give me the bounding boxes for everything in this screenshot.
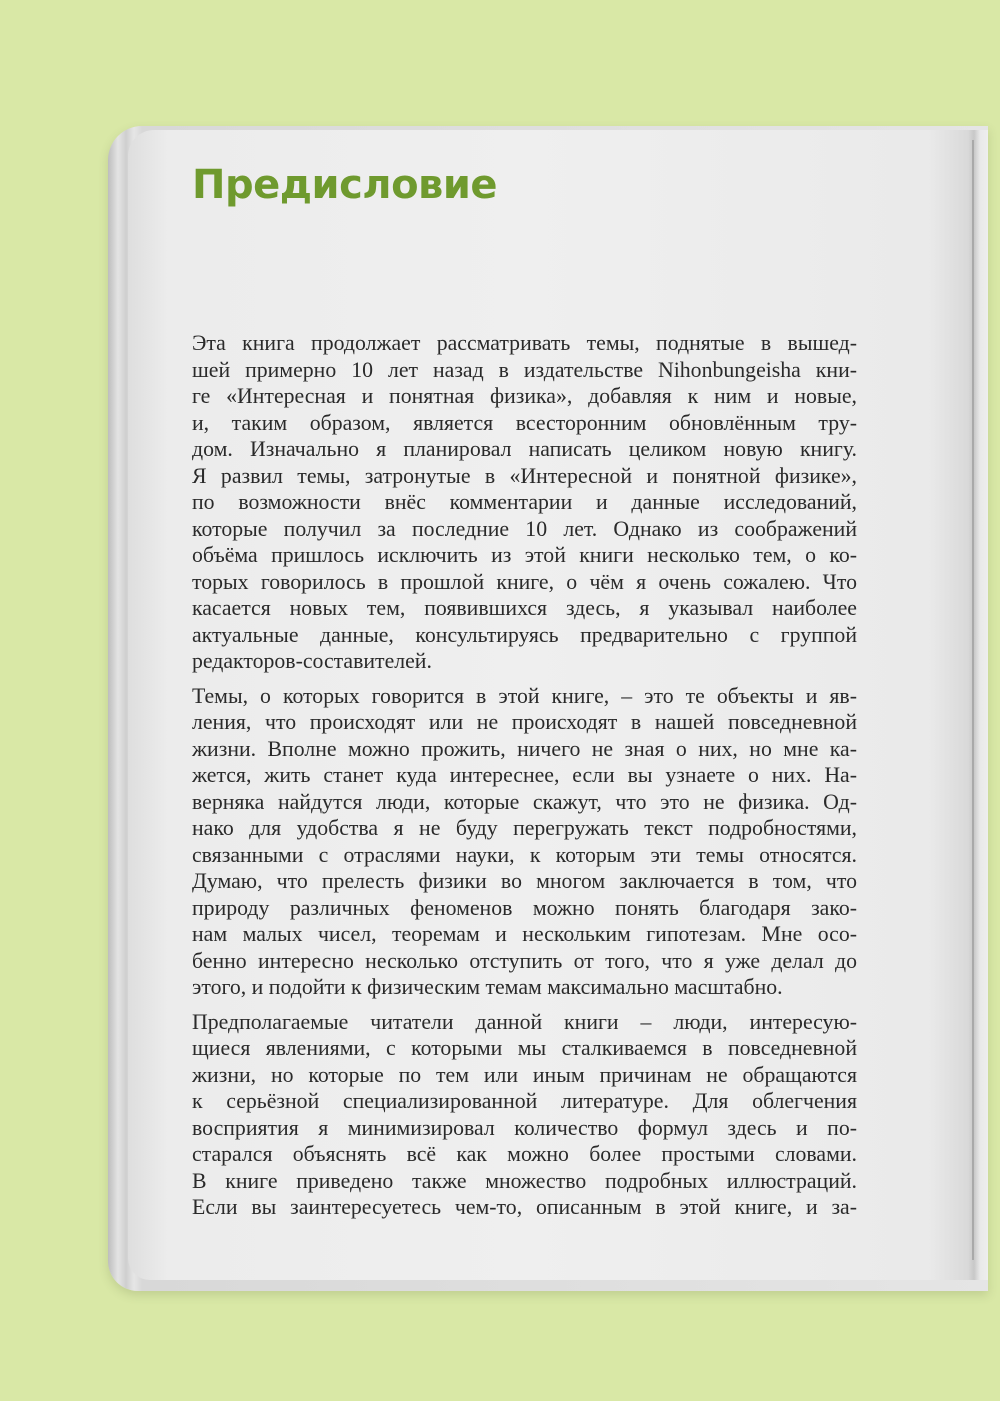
text-line: Думаю, что прелесть физики во многом заключается в том, что [192, 869, 857, 893]
text-line: которые получил за последние 10 лет. Однако из соображений [192, 516, 857, 541]
text-line: дом. Изначально я планировал написать целиком новую книгу. [192, 437, 857, 461]
text-line: торых говорилось в прошлой книге, о чём я очень сожалею. Что [192, 569, 857, 594]
text-line: ге «Интересная и понятная физика», добавляя к ним и новые, [192, 384, 857, 408]
text-line: бенно интересно несколько отступить от того, что я уже делал до [192, 948, 857, 973]
text-line: Темы, о которых говорится в этой книге, – это те объекты и яв- [192, 683, 857, 708]
text-line: жется, жить станет куда интереснее, если вы узнаете о них. На- [192, 763, 857, 787]
text-line: В книге приведено также множество подробных иллюстраций. [192, 1168, 857, 1193]
text-line: природу различных феноменов можно понять благодаря зако- [192, 895, 857, 920]
paragraph-3 [192, 1009, 857, 1221]
text-line: этого, и подойти к физическим темам максимально масштабно. [192, 975, 783, 999]
text-line: щиеся явлениями, с которыми мы сталкиваемся в повседневной [192, 1036, 857, 1060]
paragraph-2 [192, 683, 857, 1001]
text-line: нако для удобства я не буду перегружать текст подробностями, [192, 816, 857, 840]
text-line: и, таким образом, является всесторонним обновлённым тру- [192, 410, 857, 435]
text-line: жизни, но которые по тем или иным причинам не обращаются [192, 1062, 857, 1087]
text-line: касается новых тем, появившихся здесь, я указывал наиболее [192, 596, 857, 620]
text-line: редакторов-составителей. [192, 649, 432, 673]
text-line: Предполагаемые читатели данной книги – люди, интересую- [192, 1009, 857, 1034]
paragraph-1 [192, 330, 857, 675]
text-line: связанными с отраслями науки, к которым эти темы относятся. [192, 842, 857, 867]
text-line: восприятия я минимизировал количество формул здесь и по- [192, 1115, 857, 1140]
text-line: жизни. Вполне можно прожить, ничего не зная о них, но мне ка- [192, 736, 857, 761]
book-spine [972, 140, 974, 1260]
text-line: по возможности внёс комментарии и данные исследований, [192, 490, 857, 514]
text-line: актуальные данные, консультируясь предварительно с группой [192, 622, 857, 647]
text-line: старался объяснять всё как можно более простыми словами. [192, 1142, 857, 1166]
text-line: к серьёзной специализированной литературе. Для облегчения [192, 1089, 857, 1113]
text-line: ления, что происходят или не происходят в нашей повседневной [192, 710, 857, 734]
text-line: нам малых чисел, теоремам и нескольким гипотезам. Мне осо- [192, 922, 857, 946]
text-line: шей примерно 10 лет назад в издательстве Nihonbungeisha кни- [192, 357, 857, 382]
text-line: объёма пришлось исключить из этой книги несколько тем, о ко- [192, 543, 857, 567]
text-line: Я развил темы, затронутые в «Интересной и понятной физике», [192, 463, 857, 488]
text-line: Если вы заинтересуетесь чем-то, описанным в этой книге, и за- [192, 1195, 857, 1219]
text-line: верняка найдутся люди, которые скажут, что это не физика. Од- [192, 789, 857, 814]
page-title: Предисловие [192, 162, 498, 208]
preface-body [192, 330, 857, 1229]
text-line: Эта книга продолжает рассматривать темы, поднятые в вышед- [192, 331, 857, 355]
